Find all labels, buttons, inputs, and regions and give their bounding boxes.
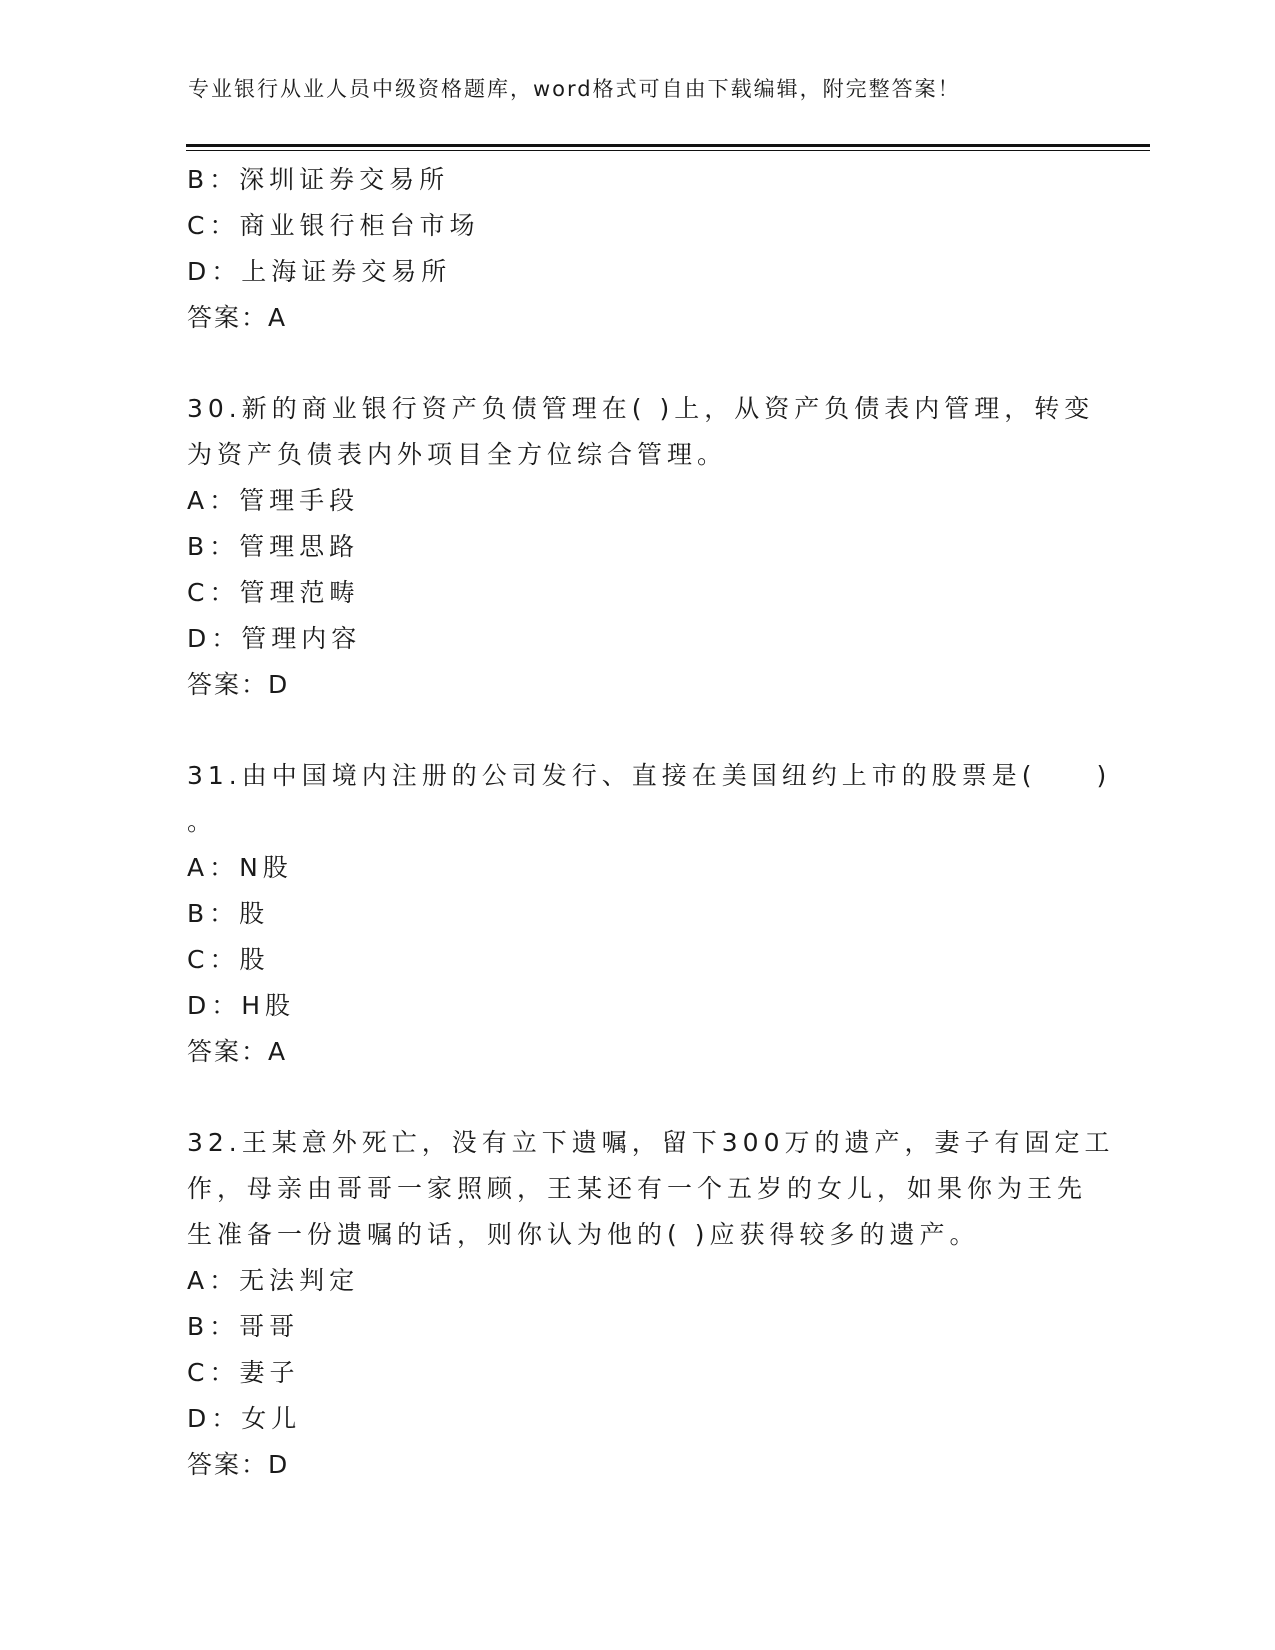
question-32 — [187, 1120, 1115, 1488]
question-text-line: 生准备一份遗嘱的话，则你认为他的( )应获得较多的遗产。 — [187, 1220, 980, 1249]
question-text-line: 。 — [187, 807, 218, 836]
header-rule-thick — [186, 144, 1150, 147]
option-c: C：管理范畴 — [187, 578, 360, 607]
answer-value: A — [268, 1037, 287, 1066]
answer-value: A — [268, 303, 287, 332]
answer-line — [187, 662, 1067, 708]
answer-line — [187, 1029, 1067, 1075]
answer-label: 答案： — [187, 1450, 269, 1479]
option-d: D：女儿 — [187, 1404, 302, 1433]
option-c: C：商业银行柜台市场 — [187, 211, 480, 240]
page-header: 专业银行从业人员中级资格题库，word格式可自由下载编辑，附完整答案！ — [188, 77, 961, 101]
option-a: A：N股 — [187, 853, 293, 882]
answer-line — [187, 295, 1067, 341]
question-31 — [187, 753, 1112, 1075]
answer-label: 答案： — [187, 670, 269, 699]
header-rule-thin — [186, 150, 1150, 151]
option-a: A：无法判定 — [187, 1266, 360, 1295]
question-content — [187, 157, 1115, 1488]
option-c: C：股 — [187, 945, 270, 974]
answer-value: D — [268, 670, 289, 699]
answer-line — [187, 1442, 1067, 1488]
option-d: D：管理内容 — [187, 624, 362, 653]
question-text-line: 32.王某意外死亡，没有立下遗嘱，留下300万的遗产，妻子有固定工 — [187, 1128, 1115, 1157]
option-c: C：妻子 — [187, 1358, 300, 1387]
answer-label: 答案： — [187, 303, 269, 332]
question-text-line: 31.由中国境内注册的公司发行、直接在美国纽约上市的股票是( ) — [187, 761, 1112, 790]
option-b: B：管理思路 — [187, 532, 360, 561]
question-text-line: 为资产负债表内外项目全方位综合管理。 — [187, 440, 728, 469]
option-b: B：股 — [187, 899, 270, 928]
prev-question-block — [187, 157, 1067, 341]
question-text-line: 作，母亲由哥哥一家照顾，王某还有一个五岁的女儿，如果你为王先 — [187, 1174, 1088, 1203]
option-b: B：深圳证券交易所 — [187, 165, 450, 194]
option-b: B：哥哥 — [187, 1312, 300, 1341]
option-a: A：管理手段 — [187, 486, 360, 515]
question-30 — [187, 386, 1095, 708]
option-d: D：H股 — [187, 991, 296, 1020]
answer-label: 答案： — [187, 1037, 269, 1066]
answer-value: D — [268, 1450, 289, 1479]
question-text-line: 30.新的商业银行资产负债管理在( )上，从资产负债表内管理，转变 — [187, 394, 1095, 423]
option-d: D：上海证券交易所 — [187, 257, 452, 286]
